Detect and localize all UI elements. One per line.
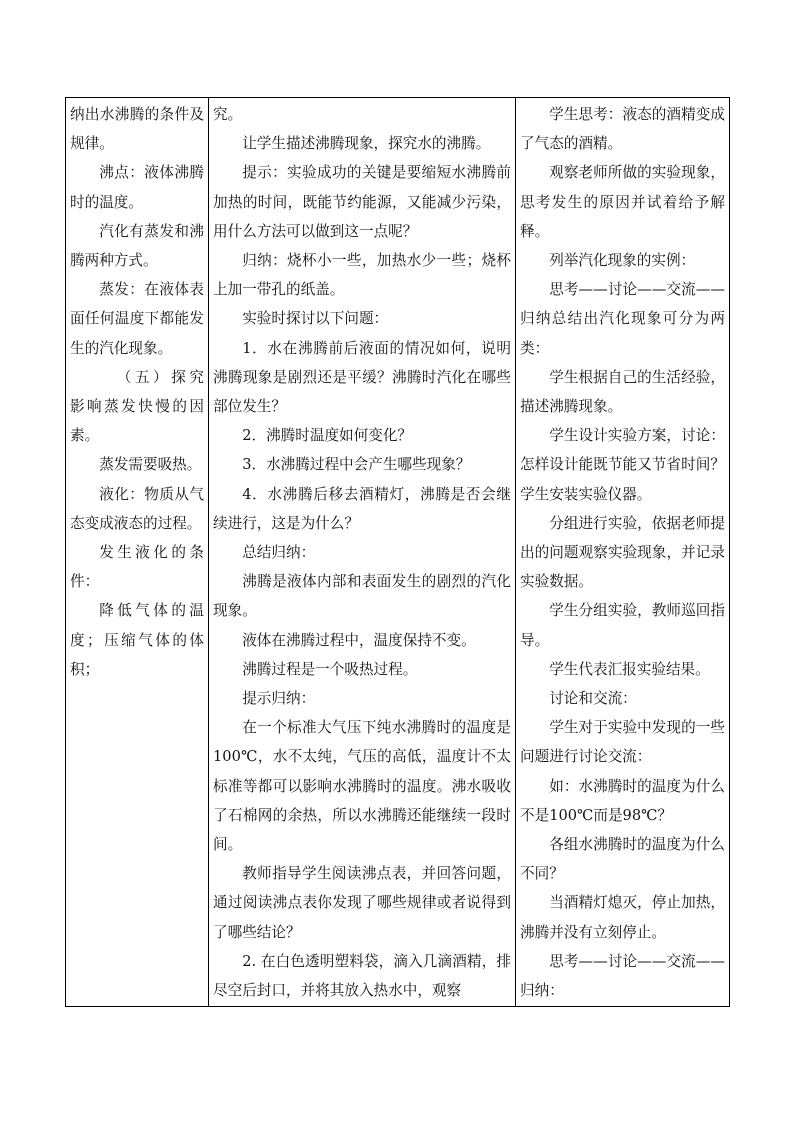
teacher-paragraph: 让学生描述沸腾现象，探究水的沸腾。 xyxy=(242,135,491,153)
teacher-paragraph: 提示：实验成功的关键是要缩短水沸腾前加热的时间，既能节约能源，又能减少污染，用什么方法可以做到这一点呢？ xyxy=(213,164,511,240)
student-paragraph: 列举汽化现象的实例： xyxy=(549,252,696,270)
student-paragraph: 学生代表汇报实验结果。 xyxy=(549,660,710,678)
student-paragraph: 学生分组实验，教师巡回指导。 xyxy=(520,602,725,649)
teacher-paragraph: 2．沸腾时温度如何变化？ xyxy=(242,427,413,445)
knowledge-paragraph: 蒸发需要吸热。 xyxy=(99,456,202,474)
teacher-paragraph: 归纳：烧杯小一些，加热水少一些；烧杯上加一带孔的纸盖。 xyxy=(213,252,511,299)
knowledge-paragraph: （五）探究影响蒸发快慢的因素。 xyxy=(70,368,204,445)
teacher-paragraph: 总结归纳： xyxy=(242,544,316,562)
teacher-paragraph: 沸腾过程是一个吸热过程。 xyxy=(242,660,418,678)
teacher-paragraph: 在一个标准大气压下纯水沸腾时的温度是100℃，水不太纯，气压的高低，温度计不太标准等都可以影响水沸腾时的温度。沸水吸收了石棉网的余热，所以水沸腾还能继续一段时间。 xyxy=(213,719,511,854)
student-paragraph: 观察老师所做的实验现象，思考发生的原因并试着给予解释。 xyxy=(520,164,725,240)
knowledge-paragraph: 蒸发：在液体表面任何温度下都能发生的汽化现象。 xyxy=(70,281,204,357)
student-paragraph: 各组水沸腾时的温度为什么不同？ xyxy=(520,836,725,883)
student-activity-cell xyxy=(516,98,730,1007)
teacher-paragraph: 沸腾是液体内部和表面发生的剧烈的汽化现象。 xyxy=(213,573,511,620)
knowledge-paragraph: 降低气体的温度；压缩气体的体积； xyxy=(70,602,204,678)
student-paragraph: 思考——讨论——交流——归纳： xyxy=(520,952,725,1000)
knowledge-paragraph: 纳出水沸腾的条件及规律。 xyxy=(70,106,204,153)
teacher-paragraph: 1．水在沸腾前后液面的情况如何，说明沸腾现象是剧烈还是平缓？沸腾时汽化在哪些部位发生？ xyxy=(213,339,511,416)
teacher-paragraph: 4．水沸腾后移去酒精灯，沸腾是否会继续进行，这是为什么？ xyxy=(213,485,511,532)
teacher-paragraph: 3．水沸腾过程中会产生哪些现象？ xyxy=(242,456,471,474)
student-paragraph: 学生设计实验方案，讨论：怎样设计能既节能又节省时间？学生安装实验仪器。 xyxy=(520,427,725,503)
knowledge-paragraph: 沸点：液体沸腾时的温度。 xyxy=(70,164,204,211)
teacher-paragraph: 液体在沸腾过程中，温度保持不变。 xyxy=(242,631,476,649)
teacher-paragraph: 教师指导学生阅读沸点表，并回答问题，通过阅读沸点表你发现了哪些规律或者说得到了哪些结论？ xyxy=(213,865,511,941)
lesson-plan-table xyxy=(65,97,730,1007)
student-paragraph: 学生思考：液态的酒精变成了气态的酒精。 xyxy=(520,106,725,153)
student-paragraph: 讨论和交流： xyxy=(549,690,637,708)
student-paragraph: 思考——讨论——交流——归纳总结出汽化现象可分为两类： xyxy=(520,281,725,357)
student-paragraph: 如：水沸腾时的温度为什么不是100℃而是98℃？ xyxy=(520,777,725,824)
teacher-activity-cell xyxy=(209,98,516,1007)
student-paragraph: 学生根据自己的生活经验，描述沸腾现象。 xyxy=(520,368,725,416)
table-row xyxy=(66,98,730,1007)
knowledge-paragraph: 汽化有蒸发和沸腾两种方式。 xyxy=(70,222,204,270)
student-paragraph: 分组进行实验，依据老师提出的问题观察实验现象，并记录实验数据。 xyxy=(520,514,725,591)
teacher-paragraph: 提示归纳： xyxy=(242,690,316,708)
knowledge-paragraph: 液化：物质从气态变成液态的过程。 xyxy=(70,485,204,532)
teacher-paragraph: 究。 xyxy=(213,106,243,123)
teacher-paragraph: 实验时探讨以下问题： xyxy=(242,310,389,328)
student-paragraph: 学生对于实验中发现的一些问题进行讨论交流： xyxy=(520,719,725,766)
knowledge-points-cell xyxy=(66,98,209,1007)
knowledge-paragraph: 发生液化的条件： xyxy=(70,544,204,591)
student-paragraph: 当酒精灯熄灭，停止加热，沸腾并没有立刻停止。 xyxy=(520,894,725,941)
teacher-paragraph: 2. 在白色透明塑料袋，滴入几滴酒精，排尽空后封口，并将其放入热水中，观察 xyxy=(213,952,511,1000)
